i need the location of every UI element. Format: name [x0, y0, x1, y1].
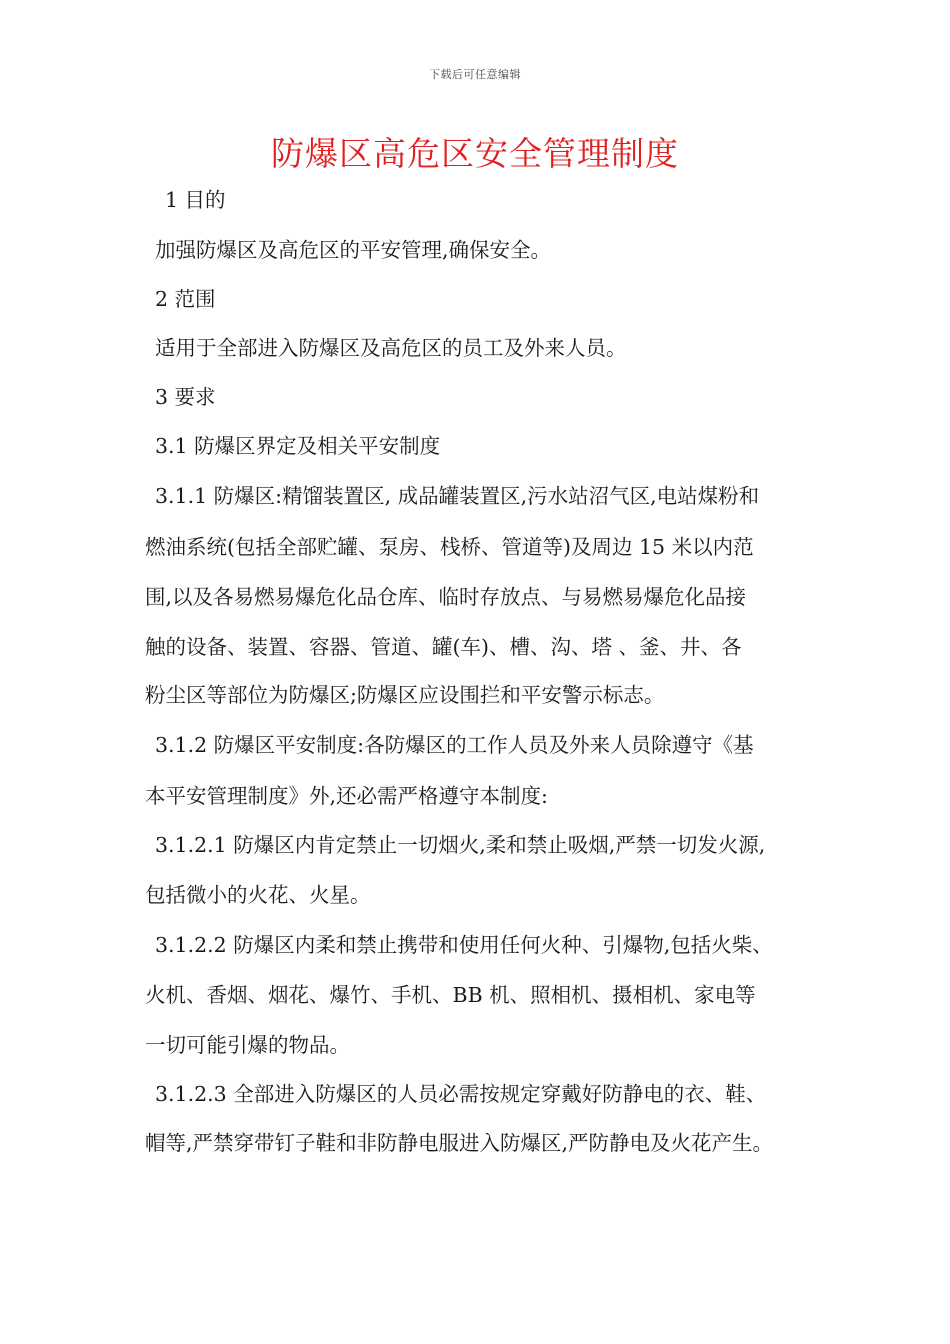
paragraph-scope: 适用于全部进入防爆区及高危区的员工及外来人员。: [155, 336, 627, 360]
paragraph-line: 触的设备、装置、容器、管道、罐(车)、槽、沟、塔 、釜、井、各: [145, 635, 742, 659]
paragraph-line: 本平安管理制度》外,还必需严格遵守本制度:: [145, 784, 548, 808]
paragraph-line: 燃油系统(包括全部贮罐、泵房、栈桥、管道等)及周边 15 米以内范: [145, 535, 754, 559]
paragraph-line: 帽等,严禁穿带钉子鞋和非防静电服进入防爆区,严防静电及火花产生。: [145, 1131, 774, 1155]
paragraph-line: 火机、香烟、烟花、爆竹、手机、BB 机、照相机、摄相机、家电等: [145, 983, 756, 1007]
paragraph-line: 3.1.1 防爆区:精馏装置区, 成品罐装置区,污水站沼气区,电站煤粉和: [155, 484, 760, 508]
paragraph-line: 3.1.2.2 防爆区内柔和禁止携带和使用任何火种、引爆物,包括火柴、: [155, 933, 773, 957]
section-heading-purpose: 1 目的: [165, 188, 226, 212]
paragraph-purpose: 加强防爆区及高危区的平安管理,确保安全。: [155, 238, 552, 262]
paragraph-line: 3.1.2.3 全部进入防爆区的人员必需按规定穿戴好防静电的衣、鞋、: [155, 1082, 767, 1106]
page-title: 防爆区高危区安全管理制度: [271, 134, 679, 173]
subsection-heading-3-1: 3.1 防爆区界定及相关平安制度: [155, 434, 441, 458]
section-heading-scope: 2 范围: [155, 287, 216, 311]
paragraph-line: 粉尘区等部位为防爆区;防爆区应设围拦和平安警示标志。: [145, 683, 665, 707]
paragraph-line: 3.1.2 防爆区平安制度:各防爆区的工作人员及外来人员除遵守《基: [155, 733, 754, 757]
paragraph-line: 一切可能引爆的物品。: [145, 1033, 350, 1057]
paragraph-line: 围,以及各易燃易爆危化品仓库、临时存放点、与易燃易爆危化品接: [145, 585, 747, 609]
paragraph-line: 3.1.2.1 防爆区内肯定禁止一切烟火,柔和禁止吸烟,严禁一切发火源,: [155, 833, 766, 857]
header-note: 下载后可任意编辑: [429, 68, 521, 81]
paragraph-line: 包括微小的火花、火星。: [145, 883, 371, 907]
section-heading-requirements: 3 要求: [155, 385, 216, 409]
